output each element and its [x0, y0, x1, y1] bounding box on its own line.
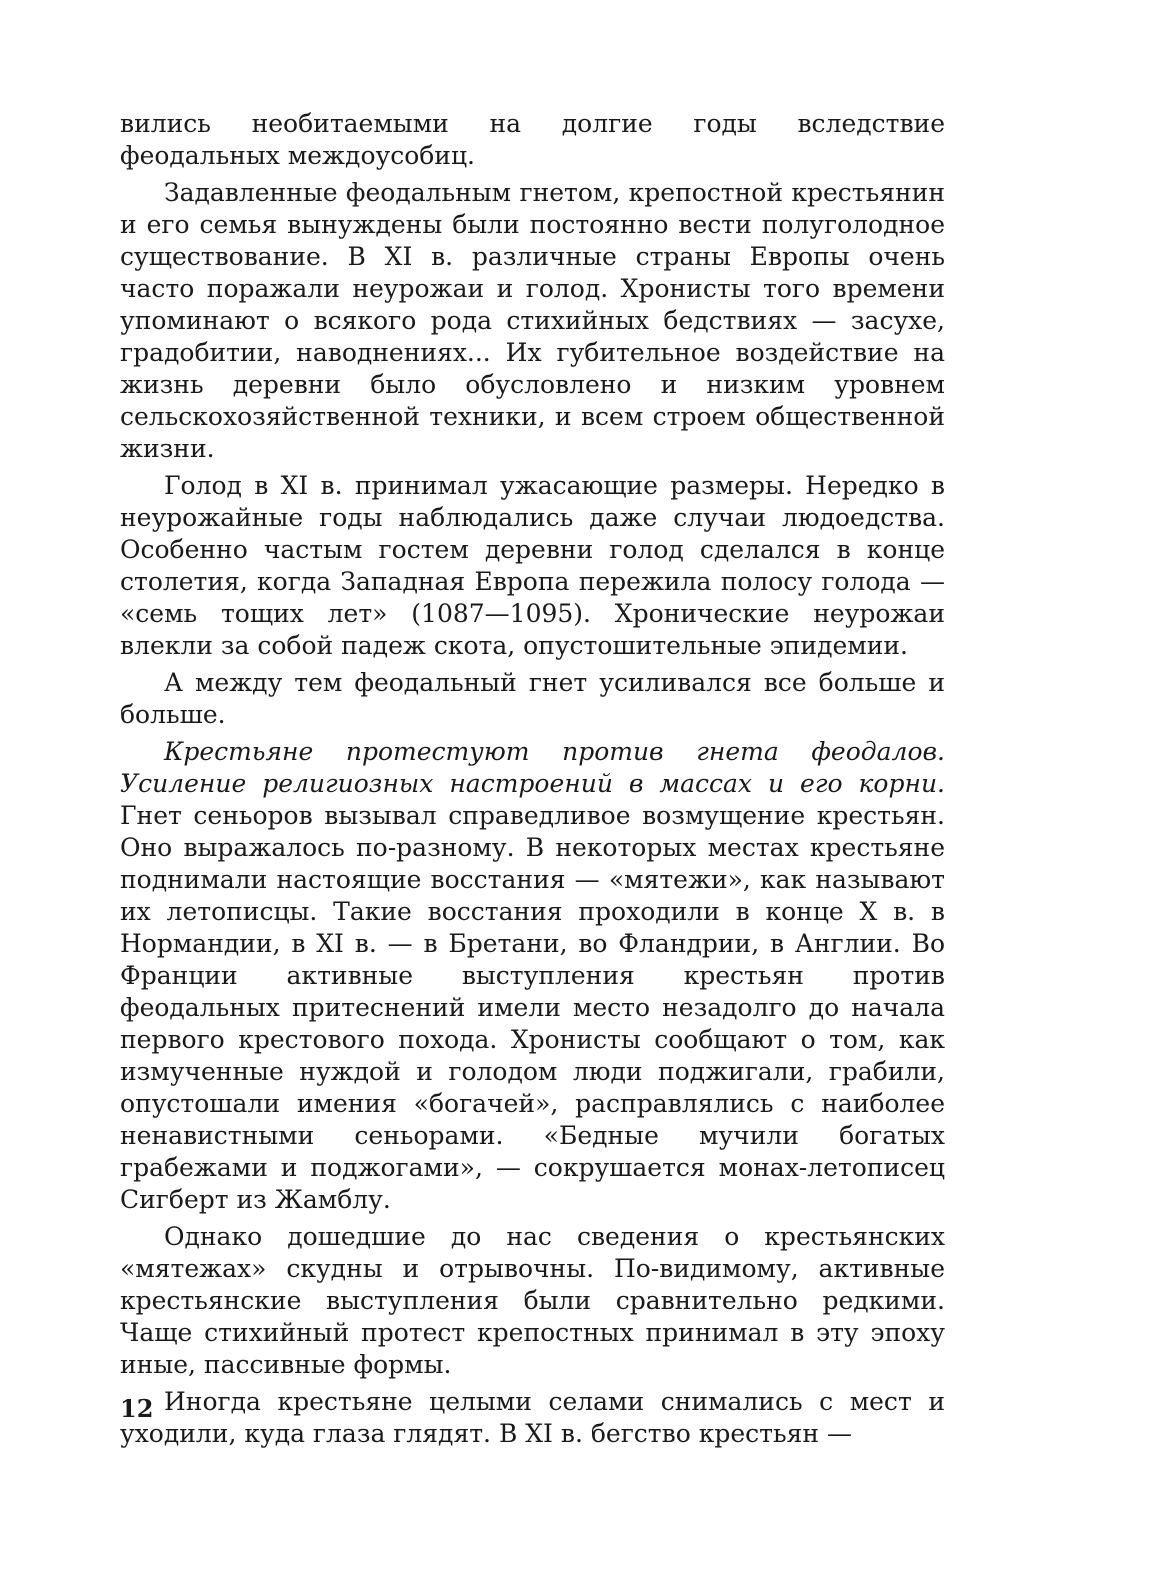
paragraph-6: Однако дошедшие до нас сведения о крестьянских «мятежах» скудны и отрывочны. По-видимому, активные крестьянские выступления были сравнительно редкими. Чаще стихийный протест крепостных принимал в эту эпоху иные, пассивные формы.: [120, 1222, 945, 1379]
paragraph-5-text: Гнет сеньоров вызывал справедливое возмущение крестьян. Оно выражалось по-разному. В некоторых местах крестьяне поднимали настоящие восстания — «мятежи», как называют их летописцы. Такие восстания проходили в конце X в. в Нормандии, в XI в. — в Бретани, во Фландрии, в Англии. Во Франции активные выступления крестьян против феодальных притеснений имели место незадолго до начала первого крестового похода. Хронисты сообщают о том, как измученные нуждой и голодом люди поджигали, грабили, опустошали имения «богачей», расправлялись с наиболее ненавистными сеньорами. «Бедные мучили богатых грабежами и поджогами», — сокрушается монах-летописец Сигберт из Жамблу.: [120, 801, 945, 1214]
paragraph-5: [120, 736, 945, 1216]
paragraph-1: вились необитаемыми на долгие годы вследствие феодальных междоусобиц.: [120, 109, 945, 170]
section-heading: Крестьяне протестуют против гнета феодалов. Усиление религиозных настроений в массах и его корни.: [120, 737, 945, 798]
page-body: [120, 108, 945, 1455]
paragraph-4: А между тем феодальный гнет усиливался все больше и больше.: [120, 668, 945, 729]
paragraph-7: Иногда крестьяне целыми селами снимались с мест и уходили, куда глаза глядят. В XI в. бегство крестьян —: [120, 1387, 945, 1448]
page-number: 12: [120, 1394, 154, 1423]
paragraph-2: Задавленные феодальным гнетом, крепостной крестьянин и его семья вынуждены были постоянно вести полуголодное существование. В XI в. различные страны Европы очень часто поражали неурожаи и голод. Хронисты того времени упоминают о всякого рода стихийных бедствиях — засухе, градобитии, наводнениях... Их губительное воздействие на жизнь деревни было обусловлено и низким уровнем сельскохозяйственной техники, и всем строем общественной жизни.: [120, 178, 945, 463]
paragraph-3: Голод в XI в. принимал ужасающие размеры. Нередко в неурожайные годы наблюдались даже случаи людоедства. Особенно частым гостем деревни голод сделался в конце столетия, когда Западная Европа пережила полосу голода — «семь тощих лет» (1087—1095). Хронические неурожаи влекли за собой падеж скота, опустошительные эпидемии.: [120, 471, 945, 660]
